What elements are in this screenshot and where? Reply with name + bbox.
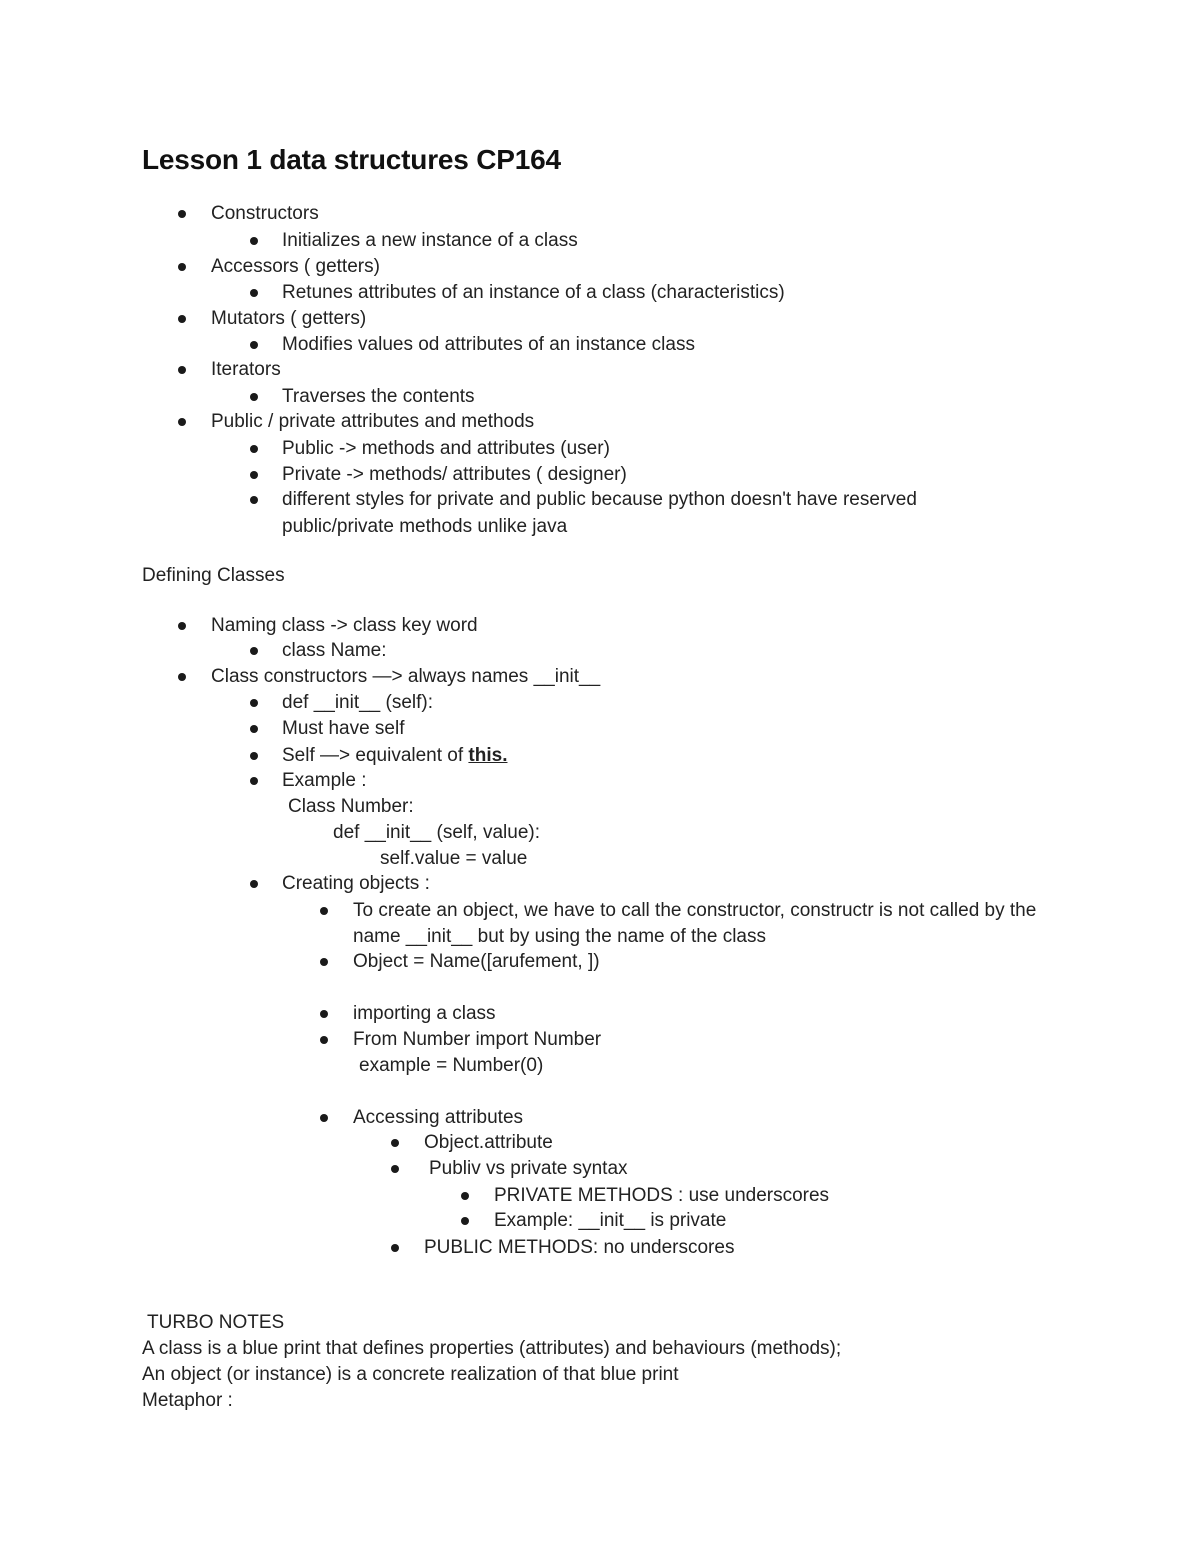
turbo-notes-line3: Metaphor :	[142, 1390, 233, 1411]
bullet-icon	[250, 777, 258, 785]
bullet-icon	[391, 1139, 399, 1147]
bullet-icon	[320, 907, 328, 915]
list-item-accessors: Accessors ( getters)	[211, 256, 380, 277]
list-item-example-number: example = Number(0)	[359, 1055, 544, 1076]
turbo-notes-line2: An object (or instance) is a concrete realization of that blue print	[142, 1364, 679, 1385]
bullet-icon	[391, 1244, 399, 1252]
list-item-public: Public -> methods and attributes (user)	[282, 438, 610, 459]
code-line-def: def __init__ (self, value):	[333, 822, 541, 843]
list-item-public-methods: PUBLIC METHODS: no underscores	[424, 1237, 735, 1258]
list-item-constructors: Constructors	[211, 203, 319, 224]
list-item-naming: Naming class -> class key word	[211, 615, 478, 636]
bullet-icon	[320, 958, 328, 966]
list-item-styles-line1: different styles for private and public because python doesn't have reserved	[282, 489, 917, 510]
list-item-mutators-desc: Modifies values od attributes of an instance class	[282, 334, 695, 355]
bullet-icon	[250, 471, 258, 479]
bullet-icon	[178, 210, 186, 218]
this-keyword: this.	[468, 745, 508, 766]
list-item-mutators: Mutators ( getters)	[211, 308, 367, 329]
list-item-accessing: Accessing attributes	[353, 1107, 524, 1128]
list-item-private: Private -> methods/ attributes ( designer)	[282, 464, 627, 485]
bullet-icon	[250, 725, 258, 733]
bullet-icon	[178, 673, 186, 681]
turbo-notes-heading: TURBO NOTES	[147, 1312, 285, 1333]
list-item-importing: importing a class	[353, 1003, 496, 1024]
list-item-accessors-desc: Retunes attributes of an instance of a class (characteristics)	[282, 282, 785, 303]
code-line-class: Class Number:	[288, 796, 414, 817]
list-item-must-self: Must have self	[282, 718, 405, 739]
list-item-styles-line2: public/private methods unlike java	[282, 516, 568, 537]
bullet-icon	[250, 699, 258, 707]
bullet-icon	[461, 1217, 469, 1225]
bullet-icon	[250, 496, 258, 504]
bullet-icon	[391, 1165, 399, 1173]
list-item-class-constructors: Class constructors —> always names __init__	[211, 666, 601, 687]
list-item-publiv-private: Publiv vs private syntax	[429, 1158, 628, 1179]
bullet-icon	[178, 366, 186, 374]
list-item-def-init: def __init__ (self):	[282, 692, 434, 713]
bullet-icon	[178, 263, 186, 271]
bullet-icon	[250, 647, 258, 655]
bullet-icon	[178, 622, 186, 630]
page-title: Lesson 1 data structures CP164	[142, 144, 561, 175]
bullet-icon	[461, 1192, 469, 1200]
list-item-from-import: From Number import Number	[353, 1029, 602, 1050]
list-item-object-attribute: Object.attribute	[424, 1132, 553, 1153]
bullet-icon	[320, 1114, 328, 1122]
turbo-notes-line1: A class is a blue print that defines properties (attributes) and behaviours (methods);	[142, 1338, 842, 1359]
bullet-icon	[250, 237, 258, 245]
list-item-iterators-desc: Traverses the contents	[282, 386, 475, 407]
list-item-create-line2: name __init__ but by using the name of the class	[353, 926, 766, 947]
bullet-icon	[250, 393, 258, 401]
code-line-assign: self.value = value	[380, 848, 528, 869]
bullet-icon	[250, 752, 258, 760]
bullet-icon	[250, 341, 258, 349]
section-heading-defining-classes: Defining Classes	[142, 565, 285, 586]
bullet-icon	[320, 1010, 328, 1018]
self-equivalent-text: Self —> equivalent of	[282, 745, 469, 766]
bullet-icon	[320, 1036, 328, 1044]
bullet-icon	[178, 315, 186, 323]
list-item-iterators: Iterators	[211, 359, 281, 380]
bullet-icon	[250, 289, 258, 297]
list-item-creating-objects: Creating objects :	[282, 873, 430, 894]
bullet-icon	[178, 418, 186, 426]
list-item-self-equivalent	[282, 744, 507, 768]
bullet-icon	[250, 880, 258, 888]
bullet-icon	[250, 445, 258, 453]
list-item-create-line1: To create an object, we have to call the constructor, constructr is not called by the	[353, 900, 1037, 921]
list-item-example: Example :	[282, 770, 367, 791]
list-item-example-private: Example: __init__ is private	[494, 1210, 727, 1231]
list-item-class-name: class Name:	[282, 640, 387, 661]
list-item-constructors-desc: Initializes a new instance of a class	[282, 230, 578, 251]
list-item-private-methods: PRIVATE METHODS : use underscores	[494, 1185, 830, 1206]
list-item-public-private: Public / private attributes and methods	[211, 411, 535, 432]
list-item-object-name: Object = Name([arufement, ])	[353, 951, 600, 972]
